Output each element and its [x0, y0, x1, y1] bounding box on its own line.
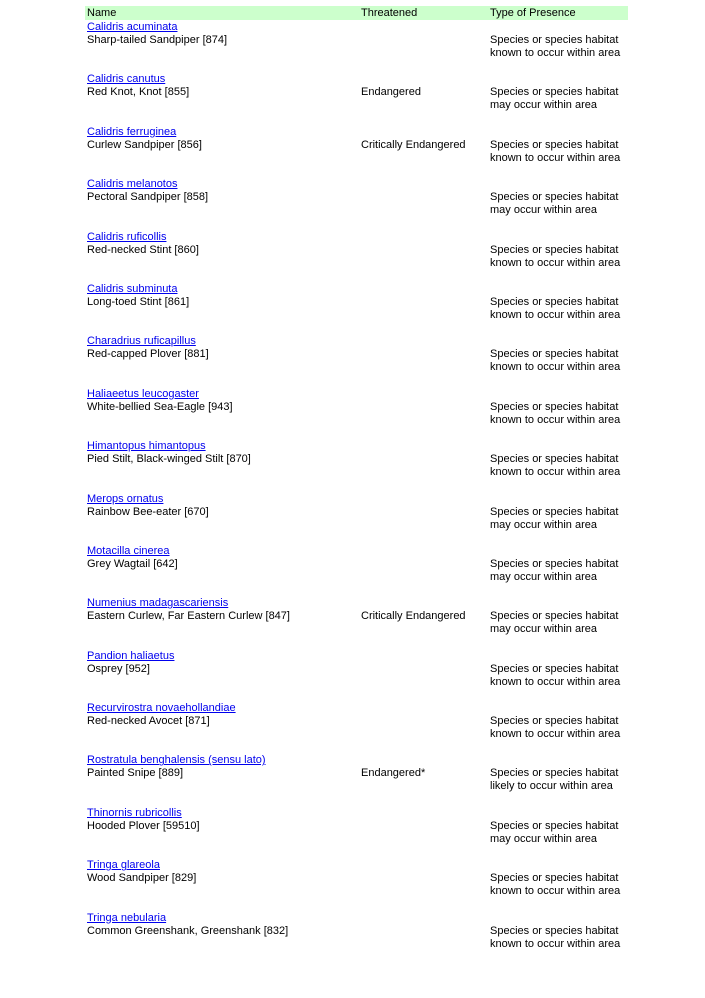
- threatened-status: Critically Endangered: [361, 138, 466, 151]
- threatened-status: [361, 715, 490, 741]
- presence-line: known to occur within area: [490, 413, 621, 426]
- species-link[interactable]: Haliaeetus leucogaster: [87, 387, 199, 400]
- species-link[interactable]: Himantopus himantopus: [87, 440, 206, 453]
- presence-line: may occur within area: [490, 518, 597, 531]
- table-row: [85, 282, 628, 334]
- table-row: [85, 649, 628, 701]
- species-link[interactable]: Motacilla cinerea: [87, 544, 170, 557]
- presence-type: [490, 296, 628, 322]
- presence-line: Species or species habitat: [490, 453, 619, 466]
- species-link[interactable]: Charadrius ruficapillus: [87, 335, 196, 348]
- common-name: Common Greenshank, Greenshank [832]: [87, 924, 289, 937]
- presence-line: may occur within area: [490, 832, 597, 845]
- table-row: [85, 439, 628, 491]
- table-row: [85, 701, 628, 753]
- presence-type: [490, 663, 628, 689]
- presence-line: Species or species habitat: [490, 243, 619, 256]
- table-row: [85, 858, 628, 910]
- species-link[interactable]: Tringa glareola: [87, 859, 160, 872]
- presence-line: likely to occur within area: [490, 780, 613, 793]
- presence-line: Species or species habitat: [490, 138, 619, 151]
- common-name: Long-toed Stint [861]: [87, 295, 190, 308]
- presence-line: Species or species habitat: [490, 767, 619, 780]
- presence-line: Species or species habitat: [490, 191, 619, 204]
- threatened-status: [361, 296, 490, 322]
- common-name: Red Knot, Knot [855]: [87, 86, 190, 99]
- presence-line: known to occur within area: [490, 675, 621, 688]
- presence-type: [490, 820, 628, 846]
- common-name: Red-capped Plover [881]: [87, 348, 209, 361]
- presence-line: known to occur within area: [490, 937, 621, 950]
- presence-type: [490, 191, 628, 217]
- header-threatened: Threatened: [361, 7, 418, 19]
- common-name: Pied Stilt, Black-winged Stilt [870]: [87, 453, 251, 466]
- presence-line: Species or species habitat: [490, 295, 619, 308]
- common-name: Painted Snipe [889]: [87, 767, 184, 780]
- presence-line: known to occur within area: [490, 151, 621, 164]
- presence-line: known to occur within area: [490, 256, 621, 269]
- presence-line: known to occur within area: [490, 885, 621, 898]
- species-link[interactable]: Calidris acuminata: [87, 21, 178, 33]
- presence-type: [490, 34, 628, 60]
- threatened-status: [361, 453, 490, 479]
- threatened-status: [361, 820, 490, 846]
- table-row: [85, 72, 628, 124]
- presence-type: [490, 453, 628, 479]
- species-link[interactable]: Calidris ferruginea: [87, 125, 177, 138]
- threatened-status: [361, 348, 490, 374]
- species-link[interactable]: Thinornis rubricollis: [87, 806, 182, 819]
- table-header: [85, 6, 628, 20]
- common-name: Osprey [952]: [87, 662, 150, 675]
- presence-line: Species or species habitat: [490, 715, 619, 728]
- presence-type: [490, 506, 628, 532]
- presence-type: [490, 348, 628, 374]
- threatened-status: [361, 401, 490, 427]
- species-table: [85, 6, 628, 963]
- threatened-status: [361, 558, 490, 584]
- table-row: [85, 387, 628, 439]
- table-row: [85, 544, 628, 596]
- presence-line: Species or species habitat: [490, 348, 619, 361]
- presence-line: known to occur within area: [490, 466, 621, 479]
- common-name: Hooded Plover [59510]: [87, 819, 200, 832]
- table-row: [85, 806, 628, 858]
- presence-line: Species or species habitat: [490, 610, 619, 623]
- table-row: [85, 230, 628, 282]
- presence-line: Species or species habitat: [490, 819, 619, 832]
- table-row: [85, 753, 628, 805]
- threatened-status: [361, 663, 490, 689]
- species-link[interactable]: Pandion haliaetus: [87, 649, 175, 662]
- common-name: Rainbow Bee-eater [670]: [87, 505, 209, 518]
- presence-type: [490, 244, 628, 270]
- threatened-status: [361, 872, 490, 898]
- common-name: White-bellied Sea-Eagle [943]: [87, 400, 233, 413]
- presence-line: known to occur within area: [490, 308, 621, 321]
- presence-line: Species or species habitat: [490, 34, 619, 46]
- presence-line: Species or species habitat: [490, 924, 619, 937]
- table-body: [85, 20, 628, 963]
- table-row: [85, 125, 628, 177]
- species-link[interactable]: Merops ornatus: [87, 492, 164, 505]
- table-row: [85, 911, 628, 963]
- header-presence: Type of Presence: [490, 7, 576, 19]
- species-link[interactable]: Calidris melanotos: [87, 178, 178, 191]
- threatened-status: [361, 506, 490, 532]
- threatened-status: [361, 34, 490, 60]
- presence-line: known to occur within area: [490, 728, 621, 741]
- presence-line: Species or species habitat: [490, 505, 619, 518]
- species-link[interactable]: Calidris canutus: [87, 73, 166, 86]
- species-link[interactable]: Rostratula benghalensis (sensu lato): [87, 754, 266, 767]
- species-link[interactable]: Calidris subminuta: [87, 282, 178, 295]
- threatened-status: Endangered*: [361, 767, 426, 780]
- threatened-status: [361, 925, 490, 951]
- common-name: Grey Wagtail [642]: [87, 557, 178, 570]
- threatened-status: [361, 244, 490, 270]
- presence-type: [490, 925, 628, 951]
- threatened-status: Critically Endangered: [361, 610, 466, 623]
- species-link[interactable]: Tringa nebularia: [87, 911, 167, 924]
- header-name: Name: [87, 7, 117, 19]
- presence-line: may occur within area: [490, 623, 597, 636]
- common-name: Wood Sandpiper [829]: [87, 872, 197, 885]
- presence-line: Species or species habitat: [490, 86, 619, 99]
- table-row: [85, 596, 628, 648]
- presence-type: [490, 610, 628, 636]
- common-name: Sharp-tailed Sandpiper [874]: [87, 34, 228, 46]
- common-name: Eastern Curlew, Far Eastern Curlew [847]: [87, 610, 290, 623]
- species-link[interactable]: Numenius madagascariensis: [87, 597, 229, 610]
- presence-type: [490, 139, 628, 165]
- presence-line: known to occur within area: [490, 47, 621, 59]
- species-link[interactable]: Recurvirostra novaehollandiae: [87, 702, 236, 715]
- threatened-status: [361, 191, 490, 217]
- presence-line: may occur within area: [490, 570, 597, 583]
- common-name: Curlew Sandpiper [856]: [87, 138, 202, 151]
- presence-line: Species or species habitat: [490, 872, 619, 885]
- presence-type: [490, 715, 628, 741]
- presence-type: [490, 872, 628, 898]
- table-row: [85, 177, 628, 229]
- common-name: Red-necked Avocet [871]: [87, 715, 210, 728]
- presence-line: may occur within area: [490, 204, 597, 217]
- presence-type: [490, 558, 628, 584]
- table-row: [85, 334, 628, 386]
- presence-line: Species or species habitat: [490, 557, 619, 570]
- common-name: Pectoral Sandpiper [858]: [87, 191, 209, 204]
- table-row: [85, 20, 628, 72]
- threatened-status: Endangered: [361, 86, 421, 99]
- presence-type: [490, 767, 628, 793]
- common-name: Red-necked Stint [860]: [87, 243, 199, 256]
- presence-line: known to occur within area: [490, 361, 621, 374]
- presence-line: may occur within area: [490, 99, 597, 112]
- presence-type: [490, 401, 628, 427]
- presence-line: Species or species habitat: [490, 400, 619, 413]
- presence-line: Species or species habitat: [490, 662, 619, 675]
- table-row: [85, 492, 628, 544]
- species-link[interactable]: Calidris ruficollis: [87, 230, 167, 243]
- presence-type: [490, 86, 628, 112]
